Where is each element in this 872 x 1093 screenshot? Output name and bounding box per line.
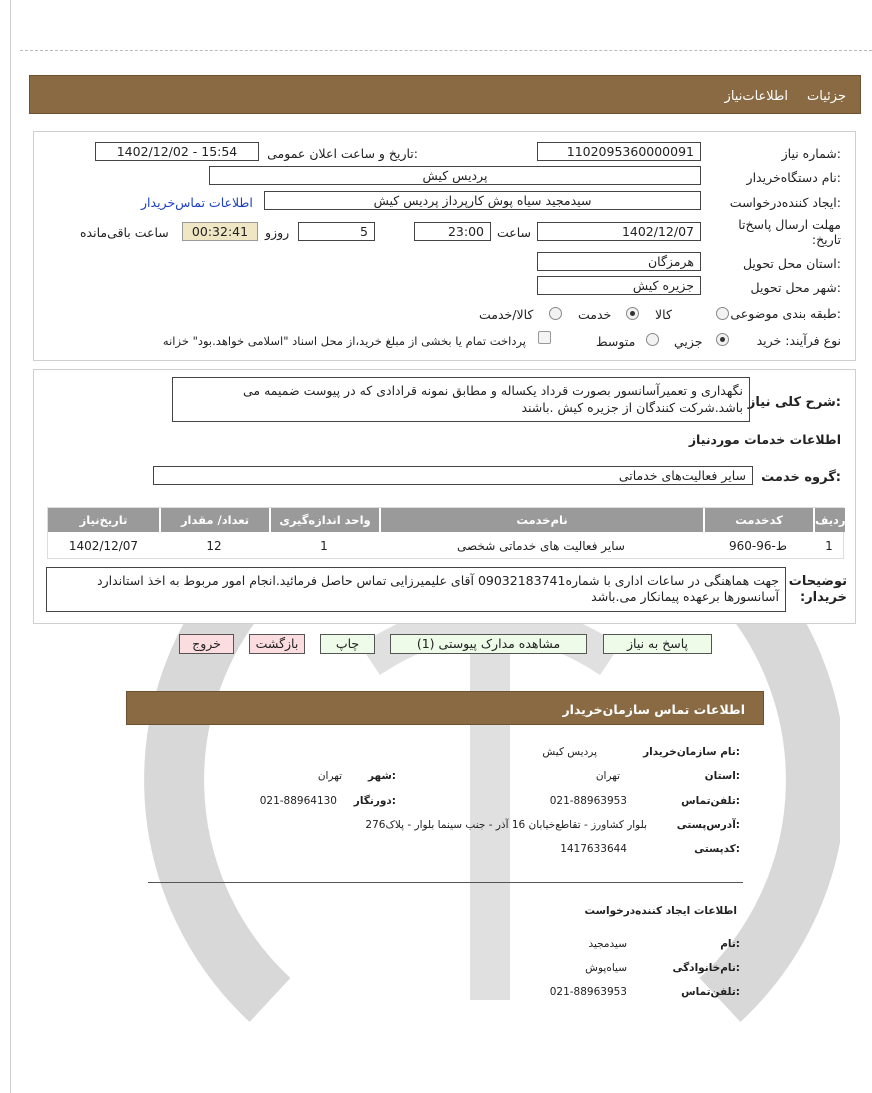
remaining-time-field: 00:32:41 — [182, 222, 258, 241]
province-field: هرمزگان — [537, 252, 701, 271]
process-label: نوع فرآیند: خرید — [756, 333, 841, 348]
table-header-row-number: ردیف — [813, 508, 845, 532]
print-button[interactable]: چاپ — [320, 634, 375, 654]
creator-family-value: سیاه‌پوش — [585, 962, 627, 974]
creator-section-title: اطلاعات ایجاد کننده‌درخواست — [584, 905, 737, 917]
announce-field: 1402/12/02 - 15:54 — [95, 142, 259, 161]
table-header-date: تاریخ‌نیاز — [48, 508, 159, 532]
process-option-medium: متوسط — [596, 334, 636, 349]
creator-family-label: نام‌خانوادگی: — [672, 962, 740, 974]
city-label: شهر محل تحویل: — [750, 280, 841, 295]
contact-fax-label: دورنگار: — [353, 795, 396, 807]
left-border — [10, 0, 11, 1093]
contact-title: اطلاعات تماس سازمان‌خریدار — [562, 702, 745, 717]
reply-button[interactable]: پاسخ به نیاز — [603, 634, 712, 654]
service-group-label: گروه خدمت: — [761, 470, 841, 485]
back-button[interactable]: بازگشت — [249, 634, 305, 654]
table-header-service-code: کدخدمت — [703, 508, 813, 532]
deadline-label: مهلت ارسال پاسخ‌تا تاریخ: — [738, 217, 841, 247]
contact-title-bar — [126, 691, 764, 725]
contact-phone-value: 021-88963953 — [549, 795, 627, 807]
category-label: طبقه بندی موضوعی: — [730, 306, 841, 321]
buyer-field: پردیس کیش — [209, 166, 701, 185]
service-group-field: سایر فعالیت‌های خدماتی — [153, 466, 753, 485]
table-header-service-name: نام‌خدمت — [379, 508, 703, 532]
category-option-service: خدمت — [578, 307, 612, 322]
creator-phone-label: تلفن‌تماس: — [681, 986, 740, 998]
category-option-goods: کالا — [655, 307, 672, 322]
breadcrumb-need-info[interactable]: اطلاعات‌نیاز — [724, 89, 788, 104]
contact-province-label: استان: — [704, 770, 740, 782]
contact-postal-value: 1417633644 — [560, 843, 627, 855]
summary-text-box: نگهداری و تعمیرآسانسور بصورت قرداد یکساله و مطابق نمونه قرادادی که در پیوست ضمیمه می باشد.شرکت کنندگان از جزیره کیش .باشند — [172, 377, 750, 422]
services-title: اطلاعات خدمات موردنیاز — [688, 432, 841, 447]
exit-button[interactable]: خروج — [179, 634, 234, 654]
buyer-label: نام دستگاه‌خریدار: — [746, 170, 841, 185]
contact-address-value: بلوار کشاورز - تقاطع‌خیابان 16 آذر - جنب سینما بلوار - پلاک276 — [365, 819, 647, 831]
need-number-label: شماره نیاز: — [781, 146, 841, 161]
contact-province-value: تهران — [595, 770, 620, 782]
creator-label: ایجاد کننده‌درخواست: — [729, 195, 841, 210]
payment-text: پرداخت تمام یا بخشی از مبلغ خرید،از محل اسناد "اسلامی خواهد.بود" خزانه — [162, 334, 526, 348]
buyer-notes-label: توضیحات خریدار: — [788, 574, 847, 605]
category-option-goods-service: کالا/خدمت — [479, 307, 534, 322]
deadline-time-field: 23:00 — [414, 222, 491, 241]
process-radio-minor[interactable] — [716, 333, 729, 346]
payment-checkbox[interactable] — [538, 331, 551, 344]
province-label: استان محل تحویل: — [742, 256, 841, 271]
summary-label: شرح کلی نیاز: — [747, 395, 841, 410]
contact-address-label: آدرس‌پستی: — [676, 819, 740, 831]
contact-org-value: پردیس کیش — [542, 746, 597, 758]
table-header-quantity: تعداد/ مقدار — [159, 508, 269, 532]
days-label: روزو — [265, 225, 290, 240]
process-radio-medium[interactable] — [646, 333, 659, 346]
creator-name-label: نام: — [720, 938, 740, 950]
contact-org-label: نام سازمان‌خریدار: — [643, 746, 740, 758]
top-divider — [20, 50, 872, 51]
attachments-button[interactable]: مشاهده مدارک پیوستی (1) — [390, 634, 587, 654]
deadline-date-field: 1402/12/07 — [537, 222, 701, 241]
category-radio-goods[interactable] — [716, 307, 729, 320]
buyer-contact-link[interactable]: اطلاعات تماس‌خریدار — [141, 195, 253, 210]
buyer-notes-box: جهت هماهنگی در ساعات اداری با شماره09032183741 آقای علیمیرزایی تماس حاصل فرمائید.انجام امور مربوط به اخذ استاندارد آسانسورها برعهده پیمانکار می.باشد — [46, 567, 786, 612]
contact-divider — [148, 882, 743, 883]
services-table — [47, 507, 844, 559]
table-cell-row-number: 1 — [825, 539, 833, 553]
process-option-minor: جزیي — [674, 334, 703, 349]
category-radio-service[interactable] — [626, 307, 639, 320]
days-field: 5 — [298, 222, 375, 241]
creator-phone-value: 021-88963953 — [549, 986, 627, 998]
table-cell-service-name: سایر فعالیت های خدماتی شخصی — [457, 539, 625, 553]
creator-name-value: سیدمجید — [588, 938, 627, 950]
category-radio-goods-service[interactable] — [549, 307, 562, 320]
table-cell-quantity: 12 — [206, 539, 222, 553]
header-bar — [29, 75, 861, 114]
creator-field: سیدمجید سیاه پوش کارپرداز پردیس کیش — [264, 191, 701, 210]
contact-city-value: تهران — [317, 770, 342, 782]
contact-city-label: شهر: — [368, 770, 396, 782]
table-cell-date: 1402/12/07 — [68, 539, 139, 553]
breadcrumb-details[interactable]: جزئیات — [807, 89, 846, 104]
table-header-unit: واحد اندازه‌گیری — [269, 508, 379, 532]
deadline-time-label: ساعت — [497, 225, 532, 240]
announce-label: تاریخ و ساعت اعلان عمومی: — [267, 146, 418, 161]
remaining-label: ساعت باقی‌مانده — [80, 225, 169, 240]
need-number-field: 1102095360000091 — [537, 142, 701, 161]
table-cell-unit: 1 — [320, 539, 328, 553]
contact-postal-label: کدپستی: — [694, 843, 740, 855]
table-cell-service-code: ط-96-960 — [729, 539, 787, 553]
city-field: جزیره کیش — [537, 276, 701, 295]
contact-fax-value: 021-88964130 — [259, 795, 337, 807]
contact-phone-label: تلفن‌تماس: — [681, 795, 740, 807]
